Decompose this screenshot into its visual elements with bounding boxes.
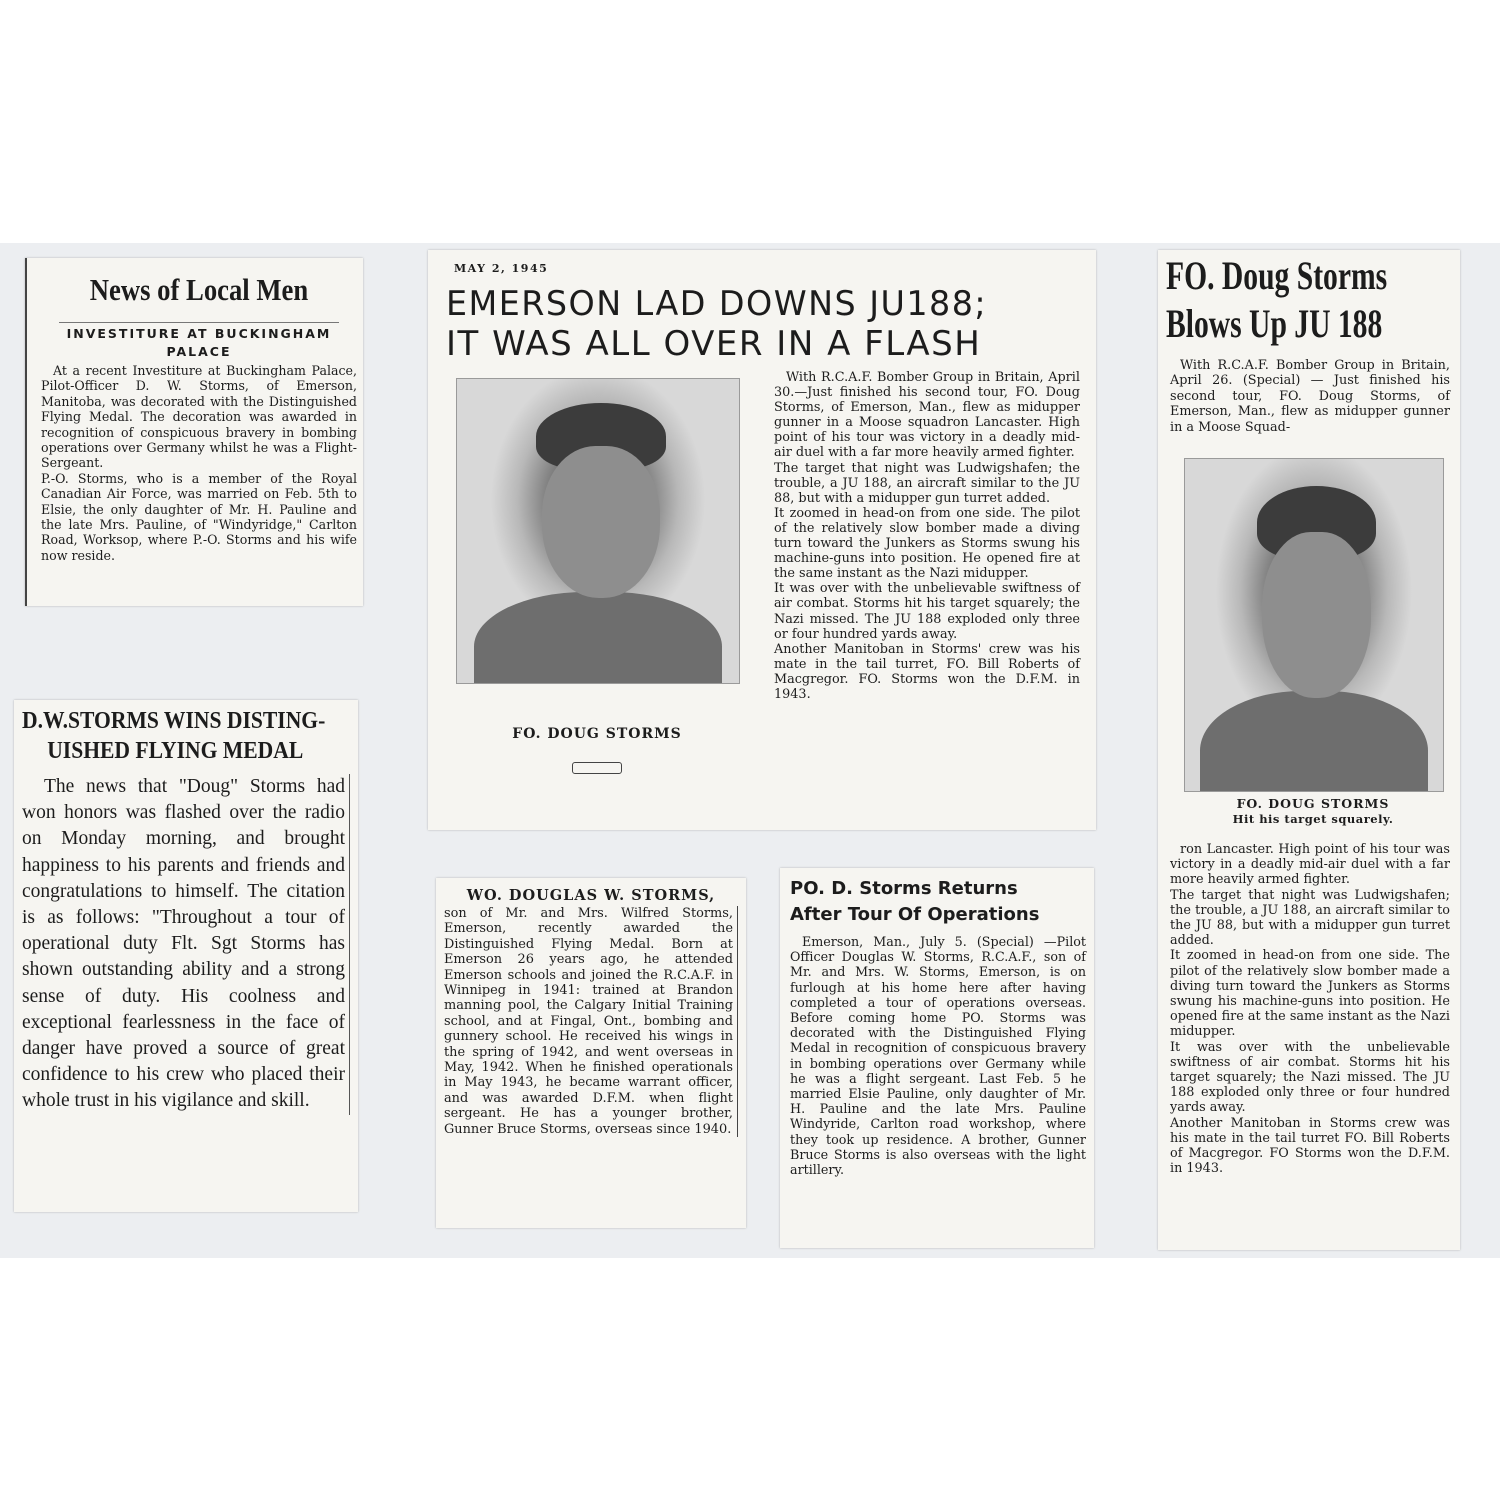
- portrait-photo: [456, 378, 740, 684]
- date-line: MAY 2, 1945: [454, 262, 549, 275]
- clipping-emerson-lad: [428, 250, 1096, 830]
- decorative-rule-icon: [572, 762, 622, 774]
- clipping-storms-returns: [780, 868, 1094, 1248]
- clipping-news-of-local-men: [25, 258, 363, 606]
- clipping-dfm-award: [14, 700, 358, 1212]
- article-body: With R.C.A.F. Bomber Group in Britain, April 30.—Just finished his second tour, FO. Doug Storms, of Emerson, Man., flew as midupper gunner in a Moose squadron Lancaster. High point of his tour was victory in a deadly mid-air duel with a far more heavily armed fighter. The target that night was Ludwigshafen; the trouble, a JU 188, an aircraft similar to the JU 88, but with a midupper gun turret added. It zoomed in head-on from one side. The pilot of the relatively slow bomber made a diving turn toward the Junkers as Storms swung his machine-guns into position. He opened fire at the same instant as the Nazi midupper. It was over with the unbelievable swiftness of air combat. Storms hit his target squarely; the Nazi missed. The JU 188 exploded only three or four hundred yards away. Another Manitoban in Storms' crew was his mate in the tail turret, FO. Bill Roberts of Macgregor. FO. Storms won the D.F.M. in 1943.: [774, 370, 1080, 702]
- headline-line-1: EMERSON LAD DOWNS JU188;: [446, 284, 988, 324]
- article-body: At a recent Investiture at Buckingham Palace, Pilot-Officer D. W. Storms, of Emerson, Manitoba, was decorated with the Distinguished Flying Medal. The decoration was awarded in recognition of conspicuous bravery in bombing operations over Germany whilst he was a Flight-Sergeant. P.-O. Storms, who is a member of the Royal Canadian Air Force, was married on Feb. 5th to Elsie, the only daughter of Mr. H. Pauline and the late Mrs. Pauline, of "Windyridge," Carlton Road, Worksop, where P.-O. Storms and his wife now reside.: [41, 363, 357, 563]
- photo-caption: FO. DOUG STORMS: [512, 726, 682, 742]
- subhead: INVESTITURE AT BUCKINGHAM PALACE: [59, 322, 339, 361]
- headline-line-2: IT WAS ALL OVER IN A FLASH: [446, 324, 982, 364]
- headline-line-1: D.W.STORMS WINS DISTING-: [22, 708, 326, 734]
- headline-line-2: After Tour Of Operations: [790, 904, 1040, 925]
- headline: News of Local Men: [89, 272, 309, 307]
- headline-line-2: Blows Up JU 188: [1166, 301, 1383, 346]
- headline: WO. DOUGLAS W. STORMS,: [466, 887, 716, 904]
- headline-line-1: FO. Doug Storms: [1166, 253, 1388, 298]
- portrait-photo: [1184, 458, 1444, 792]
- headline-line-2: UISHED FLYING MEDAL: [47, 738, 304, 764]
- clipping-blows-up-ju188: [1158, 250, 1460, 1250]
- article-body: ron Lancaster. High point of his tour was victory in a deadly mid-air duel with a far more heavily armed fighter. The target that night was Ludwigshafen; the trouble, a JU 188, an aircraft similar to the JU 88, but with a midupper gun turret added. It zoomed in head-on from one side. The pilot of the relatively slow bomber made a diving turn toward the Junkers as Storms swung his machine-guns into position. He opened fire at the same instant as the Nazi midupper. It was over with the unbelievable swiftness of air combat. Storms hit his target squarely; the Nazi missed. The JU 188 exploded only three or four hundred yards away. Another Manitoban in Storms crew was his mate in the tail turret FO. Bill Roberts of Macgregor. FO Storms won the D.F.M. in 1943.: [1170, 842, 1450, 1177]
- article-body: The news that "Doug" Storms had won honors was flashed over the radio on Monday morning, and brought happiness to his parents and friends and congratulations to himself. The citation is as follows: "Throughout a tour of operational duty Flt. Sgt Storms has shown outstanding ability and a strong sense of duty. His coolness and exceptional fearlessness in the face of danger have proved a source of great confidence to his crew who placed their whole trust in his vigilance and skill.: [22, 774, 350, 1115]
- photo-caption: FO. DOUG STORMS: [1236, 796, 1390, 811]
- article-intro: With R.C.A.F. Bomber Group in Britain, April 26. (Special) — Just finished his second tour, FO. Doug Storms, of Emerson, Man., flew as midupper gunner in a Moose Squad-: [1170, 358, 1450, 435]
- article-body: son of Mr. and Mrs. Wilfred Storms, Emerson, recently awarded the Distinguished Flying Medal. Born at Emerson 26 years ago, he attended Emerson schools and joined the R.C.A.F. in Winnipeg in 1941: trained at Brandon manning pool, the Calgary Initial Training school, and at Fingal, Ont., bombing and gunnery school. He received his wings in the spring of 1942, and went overseas in May, 1942. When he finished operationals in May 1943, he became warrant officer, and was awarded D.F.M. when flight sergeant. He has a younger brother, Gunner Bruce Storms, overseas since 1940.: [444, 906, 738, 1137]
- clipping-wo-douglas-storms: [436, 878, 746, 1228]
- headline-line-1: PO. D. Storms Returns: [790, 878, 1018, 899]
- article-body: Emerson, Man., July 5. (Special) —Pilot Officer Douglas W. Storms, R.C.A.F., son of Mr. and Mrs. W. Storms, Emerson, is on furlough at his home here after having completed a tour of operations overseas. Before coming home PO. Storms was decorated with the Distinguished Flying Medal in recognition of conspicuous bravery in bombing operations over Germany while he was a flight sergeant. Last Feb. 5 he married Elsie Pauline, only daughter of Mr. H. Pauline and the late Mrs. Pauline Windyride, Carlton road workshop, where they took up residence. A brother, Gunner Bruce Storms is also overseas with the light artillery.: [790, 934, 1086, 1178]
- photo-subcaption: Hit his target squarely.: [1232, 812, 1394, 826]
